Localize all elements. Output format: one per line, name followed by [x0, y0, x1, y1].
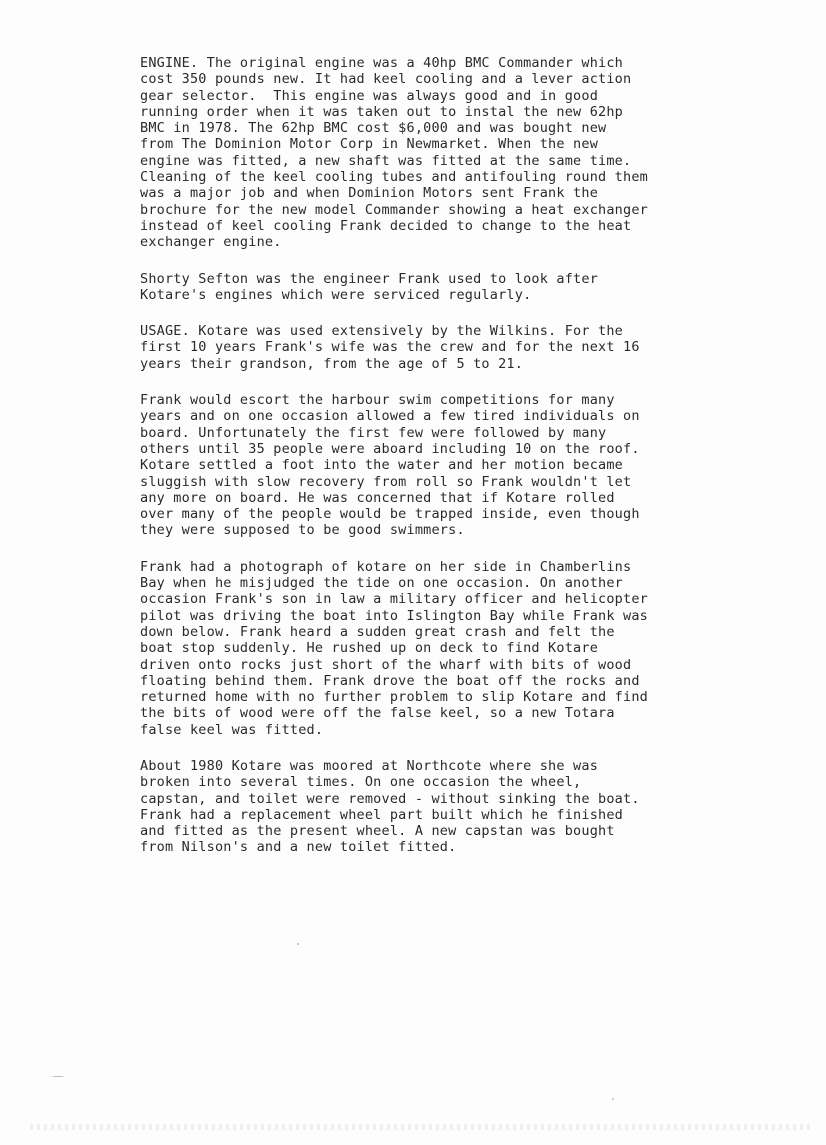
- text-line: Cleaning of the keel cooling tubes and antifouling round them: [140, 169, 648, 186]
- text-line: they were supposed to be good swimmers.: [140, 522, 465, 539]
- paragraph: [140, 271, 780, 304]
- text-line: and fitted as the present wheel. A new capstan was bought: [140, 823, 615, 840]
- text-line: instead of keel cooling Frank decided to change to the heat: [140, 217, 632, 234]
- text-line: false keel was fitted.: [140, 721, 324, 738]
- text-line: any more on board. He was concerned that if Kotare rolled: [140, 489, 615, 506]
- text-line: pilot was driving the boat into Islington Bay while Frank was: [140, 607, 648, 624]
- text-line: driven onto rocks just short of the wharf with bits of wood: [140, 656, 632, 673]
- text-line: cost 350 pounds new. It had keel cooling and a lever action: [140, 71, 632, 88]
- text-line: first 10 years Frank's wife was the crew and for the next 16: [140, 339, 640, 356]
- scan-speck: [297, 943, 299, 945]
- text-line: Bay when he misjudged the tide on one occasion. On another: [140, 575, 624, 592]
- text-line: ENGINE. The original engine was a 40hp BMC Commander which: [140, 55, 624, 71]
- text-line: returned home with no further problem to slip Kotare and find: [140, 689, 648, 706]
- text-line: Kotare settled a foot into the water and her motion became: [140, 457, 624, 474]
- text-line: Frank had a replacement wheel part built which he finished: [140, 806, 624, 823]
- text-line: others until 35 people were aboard including 10 on the roof.: [140, 440, 640, 457]
- text-line: years and on one occasion allowed a few tired individuals on: [140, 408, 640, 425]
- text-line: gear selector. This engine was always good and in good: [140, 87, 599, 104]
- text-line: boat stop suddenly. He rushed up on deck to find Kotare: [140, 640, 599, 657]
- text-line: board. Unfortunately the first few were followed by many: [140, 424, 607, 441]
- paragraph: [140, 323, 780, 372]
- text-line: was a major job and when Dominion Motors sent Frank the: [140, 185, 599, 202]
- text-line: BMC in 1978. The 62hp BMC cost $6,000 and was bought new: [140, 120, 607, 137]
- text-line: USAGE. Kotare was used extensively by the Wilkins. For the: [140, 323, 624, 340]
- text-line: Frank had a photograph of kotare on her side in Chamberlins: [140, 558, 632, 575]
- scan-speck: [52, 1076, 64, 1077]
- text-line: brochure for the new model Commander showing a heat exchanger: [140, 201, 648, 218]
- text-line: Kotare's engines which were serviced regularly.: [140, 286, 532, 303]
- text-line: running order when it was taken out to instal the new 62hp: [140, 103, 624, 120]
- paragraph: [140, 559, 780, 738]
- text-line: from The Dominion Motor Corp in Newmarket. When the new: [140, 136, 599, 153]
- text-line: years their grandson, from the age of 5 to 21.: [140, 355, 524, 372]
- text-line: capstan, and toilet were removed - without sinking the boat.: [140, 790, 640, 807]
- scan-edge-noise: [30, 1124, 810, 1130]
- text-line: Shorty Sefton was the engineer Frank used to look after: [140, 270, 599, 287]
- text-line: About 1980 Kotare was moored at Northcote where she was: [140, 757, 599, 774]
- paragraph: [140, 55, 780, 251]
- text-line: Frank would escort the harbour swim competitions for many: [140, 392, 615, 409]
- text-line: occasion Frank's son in law a military officer and helicopter: [140, 591, 648, 608]
- text-line: from Nilson's and a new toilet fitted.: [140, 839, 457, 856]
- text-line: engine was fitted, a new shaft was fitted at the same time.: [140, 152, 632, 169]
- scan-speck: [612, 1098, 614, 1100]
- text-line: sluggish with slow recovery from roll so Frank wouldn't let: [140, 473, 632, 490]
- paragraph: [140, 392, 780, 539]
- text-line: broken into several times. On one occasion the wheel,: [140, 774, 582, 791]
- text-line: the bits of wood were off the false keel, so a new Totara: [140, 705, 615, 722]
- paragraph: [140, 758, 780, 856]
- text-line: exchanger engine.: [140, 234, 282, 251]
- text-line: floating behind them. Frank drove the boat off the rocks and: [140, 672, 640, 689]
- text-line: over many of the people would be trapped inside, even though: [140, 506, 640, 523]
- document-body: [140, 55, 780, 876]
- text-line: down below. Frank heard a sudden great crash and felt the: [140, 623, 615, 640]
